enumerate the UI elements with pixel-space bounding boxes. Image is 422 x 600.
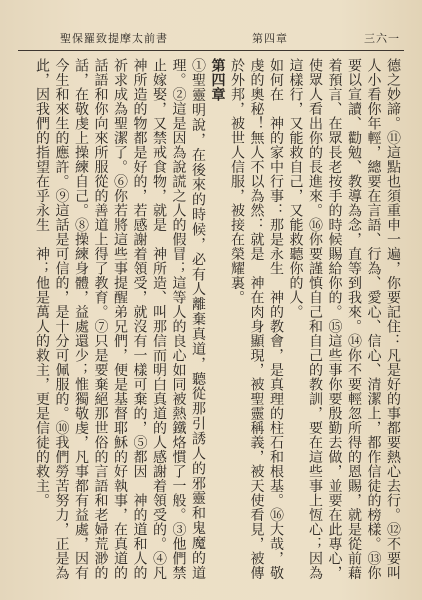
chapter-label: 第四章 <box>252 32 288 45</box>
running-header <box>0 30 422 52</box>
paragraph: ①聖靈明說，在後來的時候，必有人離棄真道，聽從那引誘人的邪靈和鬼魔的道理。②這是因為說謊之人的假冒；這等人的良心如同被熱鐵烙慣了一般。③他們禁止嫁娶，又禁戒食物，就是 神所造、叫那信而明白真道的人感謝着領受的。④凡 神所造的物都是好的，若感謝着領受，就沒有一樣可棄的，⑤都因 神的道和人的祈求成為聖潔了。⑥你若將這些事提醒弟兄們，便是基督耶穌的好執事，在真道的話語和你向來所服從的善道上得了教育。⑦只是要棄絕那世俗的言語和老婦荒渺的話，在敬虔上操練自己。⑧操練身體，益處還少；惟獨敬虔，凡事都有益處，因有今生和來生的應許。⑨這話是可信的，是十分可佩服的。⑩我們勞苦努力，正是為此，因我們的指望在乎永生 神；他是萬人的救主，更是信徒的救主。 <box>34 58 206 595</box>
body-text <box>22 58 402 595</box>
page-number: 三六一 <box>364 32 400 45</box>
paragraph: 如何在 神的家中行事：那是永生 神的教會，是真理的柱石和根基。⑯大哉，敬虔的奧秘！無人不以為然：就是 神在肉身顯現，被聖靈稱義，被天使看見，被傳於外邦，被世人信服，被接在榮耀裏。 <box>229 58 284 580</box>
book-title: 聖保羅致提摩太前書 <box>60 32 168 45</box>
header-rule <box>18 50 404 51</box>
chapter-heading: 第四章 <box>209 58 226 102</box>
paragraph: 德之妙諦。⑪這點也須重申一遍，你要記住：凡是好的事都要熱心去行。⑫不要叫人小看你年輕，總要在言語、行為、愛心、信心、清潔上，都作信徒的榜樣。⑬你要以宣讀、勸勉、教導為念，直等到我來。⑭你不要輕忽所得的恩賜，就是從前藉着預言、在眾長老按手的時候賜給你的。⑮這些事你要殷勤去做，並要在此專心，使眾人看出你的長進來。⑯你要謹慎自己和自己的教訓，要在這些事上恆心；因為這樣行，又能救自己，又能救聽你的人。 <box>287 58 401 580</box>
